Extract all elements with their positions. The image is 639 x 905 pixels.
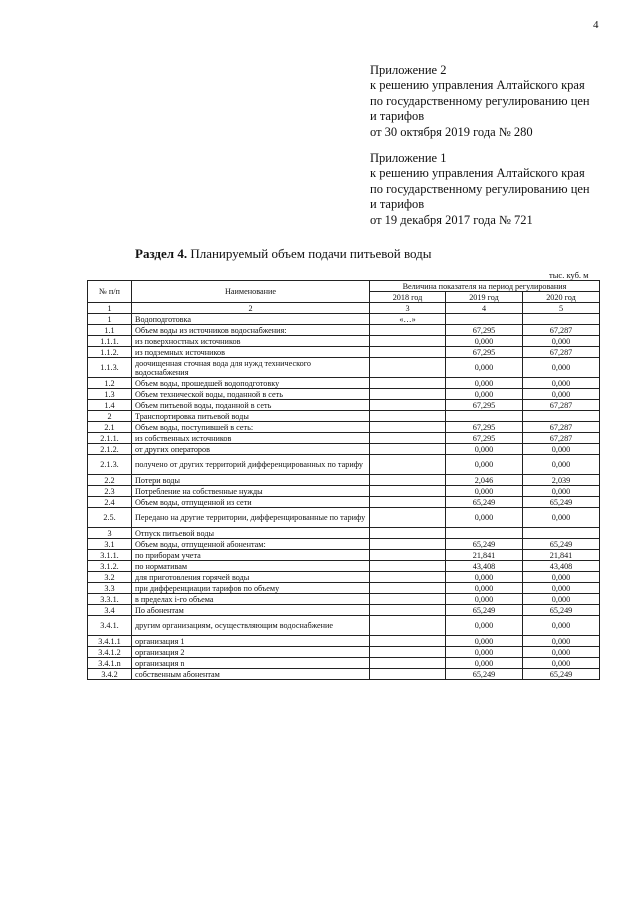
- table-row: [88, 550, 600, 561]
- value-2018: [370, 433, 446, 444]
- appendix-2-block: [370, 63, 590, 140]
- value-2020: 0,000: [523, 336, 600, 347]
- column-number: 1: [88, 303, 132, 314]
- value-2019: 0,000: [446, 572, 523, 583]
- row-name: Объем воды, поступившей в сеть:: [132, 422, 370, 433]
- value-2020: 0,000: [523, 455, 600, 475]
- column-number: 3: [370, 303, 446, 314]
- appendix-2-line: по государственному регулированию цен: [370, 93, 590, 108]
- table-row: [88, 572, 600, 583]
- row-number: 2.2: [88, 475, 132, 486]
- table-row: [88, 561, 600, 572]
- value-2018: [370, 347, 446, 358]
- value-2019: 0,000: [446, 486, 523, 497]
- section-number: Раздел 4.: [135, 246, 188, 261]
- value-2019: 65,249: [446, 605, 523, 616]
- table-row: [88, 508, 600, 528]
- row-name: Объем питьевой воды, поданной в сеть: [132, 400, 370, 411]
- section-title: [135, 246, 432, 262]
- value-2020: 0,000: [523, 389, 600, 400]
- table-row: [88, 433, 600, 444]
- value-2020: 0,000: [523, 616, 600, 636]
- value-2018: [370, 539, 446, 550]
- value-2018: [370, 550, 446, 561]
- row-number: 2.1: [88, 422, 132, 433]
- table-row: [88, 594, 600, 605]
- appendix-2-line: к решению управления Алтайского края: [370, 78, 585, 93]
- row-number: 3.2: [88, 572, 132, 583]
- row-number: 3.4.1.2: [88, 647, 132, 658]
- value-2019: 0,000: [446, 583, 523, 594]
- table-row: [88, 358, 600, 378]
- value-2018: [370, 325, 446, 336]
- row-name: организация 2: [132, 647, 370, 658]
- value-2019: 0,000: [446, 444, 523, 455]
- value-2019: 0,000: [446, 378, 523, 389]
- value-2019: 0,000: [446, 455, 523, 475]
- row-number: 3.1.2.: [88, 561, 132, 572]
- row-number: 3.4.1.1: [88, 636, 132, 647]
- value-2019: [446, 314, 523, 325]
- value-2019: 65,249: [446, 497, 523, 508]
- table-row: [88, 389, 600, 400]
- value-2020: 0,000: [523, 658, 600, 669]
- value-2018: [370, 455, 446, 475]
- appendix-1-line: и тарифов: [370, 197, 425, 212]
- value-2018: [370, 669, 446, 680]
- value-2019: [446, 411, 523, 422]
- value-2019: 0,000: [446, 636, 523, 647]
- value-2019: 67,295: [446, 433, 523, 444]
- value-2019: 2,046: [446, 475, 523, 486]
- row-number: 1.4: [88, 400, 132, 411]
- row-number: 3.1.1.: [88, 550, 132, 561]
- appendix-1-line: по государственному регулированию цен: [370, 181, 590, 196]
- table-row: [88, 497, 600, 508]
- value-2019: 0,000: [446, 389, 523, 400]
- row-number: 3.4.1.: [88, 616, 132, 636]
- value-2018: [370, 572, 446, 583]
- value-2018: [370, 400, 446, 411]
- row-number: 1.1.3.: [88, 358, 132, 378]
- value-2019: 0,000: [446, 336, 523, 347]
- value-2020: 67,287: [523, 433, 600, 444]
- header-year: 2018 год: [370, 292, 446, 303]
- value-2020: 0,000: [523, 594, 600, 605]
- value-2020: 0,000: [523, 647, 600, 658]
- value-2019: 0,000: [446, 658, 523, 669]
- header-year: 2020 год: [523, 292, 600, 303]
- value-2020: 65,249: [523, 539, 600, 550]
- table-row: [88, 378, 600, 389]
- header-name: Наименование: [132, 281, 370, 303]
- row-number: 3: [88, 528, 132, 539]
- row-name: Объем технической воды, поданной в сеть: [132, 389, 370, 400]
- value-2018: [370, 583, 446, 594]
- row-name: для приготовления горячей воды: [132, 572, 370, 583]
- table-row: [88, 647, 600, 658]
- row-number: 2.1.1.: [88, 433, 132, 444]
- table-row: [88, 658, 600, 669]
- value-2019: 67,295: [446, 347, 523, 358]
- value-2019: 67,295: [446, 422, 523, 433]
- value-2019: 21,841: [446, 550, 523, 561]
- appendix-1-line: от 19 декабря 2017 года № 721: [370, 212, 533, 227]
- value-2020: [523, 528, 600, 539]
- value-2019: 0,000: [446, 508, 523, 528]
- value-2020: 21,841: [523, 550, 600, 561]
- value-2020: [523, 411, 600, 422]
- value-2020: 0,000: [523, 508, 600, 528]
- header-num: № п/п: [88, 281, 132, 303]
- row-number: 2.5.: [88, 508, 132, 528]
- value-2018: [370, 336, 446, 347]
- column-number: 5: [523, 303, 600, 314]
- table-row: [88, 336, 600, 347]
- row-name: Транспортировка питьевой воды: [132, 411, 370, 422]
- value-2020: 43,408: [523, 561, 600, 572]
- row-number: 3.4.1.n: [88, 658, 132, 669]
- value-2020: 65,249: [523, 669, 600, 680]
- value-2018: [370, 389, 446, 400]
- row-number: 3.4: [88, 605, 132, 616]
- row-name: Водоподготовка: [132, 314, 370, 325]
- value-2018: [370, 358, 446, 378]
- value-2020: 65,249: [523, 497, 600, 508]
- value-2019: 67,295: [446, 325, 523, 336]
- row-name: в пределах i-го объема: [132, 594, 370, 605]
- table-row: [88, 325, 600, 336]
- table-row: [88, 539, 600, 550]
- value-2018: [370, 475, 446, 486]
- appendix-2-line: Приложение 2: [370, 63, 447, 77]
- value-2018: [370, 561, 446, 572]
- row-number: 2.1.3.: [88, 455, 132, 475]
- value-2018: [370, 422, 446, 433]
- appendix-2-line: от 30 октября 2019 года № 280: [370, 124, 533, 139]
- row-number: 2.4: [88, 497, 132, 508]
- value-2018: [370, 594, 446, 605]
- appendix-1-block: [370, 151, 590, 228]
- table-row: [88, 669, 600, 680]
- row-number: 3.4.2: [88, 669, 132, 680]
- header-year: 2019 год: [446, 292, 523, 303]
- row-number: 1.1: [88, 325, 132, 336]
- row-name: организация n: [132, 658, 370, 669]
- value-2020: 67,287: [523, 400, 600, 411]
- table-row: [88, 636, 600, 647]
- table-row: [88, 455, 600, 475]
- column-number: 4: [446, 303, 523, 314]
- row-name: Передано на другие территории, дифференцированные по тарифу: [132, 508, 370, 528]
- value-2019: [446, 528, 523, 539]
- value-2018: «…»: [370, 314, 446, 325]
- row-number: 1.1.1.: [88, 336, 132, 347]
- row-number: 1: [88, 314, 132, 325]
- row-name: организация 1: [132, 636, 370, 647]
- row-name: собственным абонентам: [132, 669, 370, 680]
- column-number: 2: [132, 303, 370, 314]
- row-number: 3.1: [88, 539, 132, 550]
- value-2020: 0,000: [523, 444, 600, 455]
- appendix-2-line: и тарифов: [370, 109, 425, 124]
- value-2019: 0,000: [446, 358, 523, 378]
- value-2020: 67,287: [523, 325, 600, 336]
- value-2018: [370, 647, 446, 658]
- row-number: 1.3: [88, 389, 132, 400]
- value-2020: 67,287: [523, 422, 600, 433]
- value-2018: [370, 605, 446, 616]
- table-row: [88, 583, 600, 594]
- table-row: [88, 411, 600, 422]
- header-period: Величина показателя на период регулирования: [370, 281, 600, 292]
- row-name: другим организациям, осуществляющим водоснабжение: [132, 616, 370, 636]
- row-name: из подземных источников: [132, 347, 370, 358]
- value-2019: 0,000: [446, 594, 523, 605]
- row-name: от других операторов: [132, 444, 370, 455]
- table-row: [88, 605, 600, 616]
- value-2019: 0,000: [446, 647, 523, 658]
- row-number: 3.3: [88, 583, 132, 594]
- value-2019: 65,249: [446, 539, 523, 550]
- row-name: Отпуск питьевой воды: [132, 528, 370, 539]
- value-2020: 65,249: [523, 605, 600, 616]
- value-2018: [370, 486, 446, 497]
- row-number: 2: [88, 411, 132, 422]
- table-row: [88, 314, 600, 325]
- value-2019: 67,295: [446, 400, 523, 411]
- section-heading: Планируемый объем подачи питьевой воды: [190, 246, 432, 261]
- row-name: Объем воды, отпущенной из сети: [132, 497, 370, 508]
- row-name: Потери воды: [132, 475, 370, 486]
- value-2018: [370, 636, 446, 647]
- value-2019: 0,000: [446, 616, 523, 636]
- value-2018: [370, 444, 446, 455]
- value-2020: 2,039: [523, 475, 600, 486]
- row-name: Объем воды, прошедшей водоподготовку: [132, 378, 370, 389]
- row-name: при дифференциации тарифов по объему: [132, 583, 370, 594]
- value-2018: [370, 658, 446, 669]
- row-name: По абонентам: [132, 605, 370, 616]
- row-number: 1.1.2.: [88, 347, 132, 358]
- value-2018: [370, 616, 446, 636]
- value-2020: 0,000: [523, 486, 600, 497]
- row-name: из поверхностных источников: [132, 336, 370, 347]
- table-row: [88, 475, 600, 486]
- appendix-1-line: Приложение 1: [370, 151, 447, 165]
- table-row: [88, 400, 600, 411]
- value-2020: 0,000: [523, 583, 600, 594]
- value-2019: 65,249: [446, 669, 523, 680]
- water-supply-table: [87, 280, 600, 680]
- appendix-1-line: к решению управления Алтайского края: [370, 166, 585, 181]
- value-2018: [370, 378, 446, 389]
- row-name: доочищенная сточная вода для нужд технического водоснабжения: [132, 358, 370, 378]
- value-2020: 0,000: [523, 358, 600, 378]
- table-row: [88, 347, 600, 358]
- row-name: из собственных источников: [132, 433, 370, 444]
- page-number: 4: [593, 19, 599, 31]
- value-2020: [523, 314, 600, 325]
- row-number: 3.3.1.: [88, 594, 132, 605]
- row-number: 2.3: [88, 486, 132, 497]
- value-2020: 0,000: [523, 636, 600, 647]
- value-2020: 0,000: [523, 378, 600, 389]
- value-2018: [370, 508, 446, 528]
- row-name: Потребление на собственные нужды: [132, 486, 370, 497]
- value-2018: [370, 497, 446, 508]
- table-row: [88, 444, 600, 455]
- row-name: Объем воды, отпущенной абонентам:: [132, 539, 370, 550]
- value-2019: 43,408: [446, 561, 523, 572]
- table-row: [88, 422, 600, 433]
- value-2020: 0,000: [523, 572, 600, 583]
- row-name: получено от других территорий дифференцированных по тарифу: [132, 455, 370, 475]
- row-name: по приборам учета: [132, 550, 370, 561]
- table-row: [88, 616, 600, 636]
- row-name: по нормативам: [132, 561, 370, 572]
- value-2020: 67,287: [523, 347, 600, 358]
- table-row: [88, 486, 600, 497]
- row-name: Объем воды из источников водоснабжения:: [132, 325, 370, 336]
- value-2018: [370, 411, 446, 422]
- row-number: 2.1.2.: [88, 444, 132, 455]
- units-label: тыс. куб. м: [549, 270, 589, 280]
- table-row: [88, 528, 600, 539]
- row-number: 1.2: [88, 378, 132, 389]
- value-2018: [370, 528, 446, 539]
